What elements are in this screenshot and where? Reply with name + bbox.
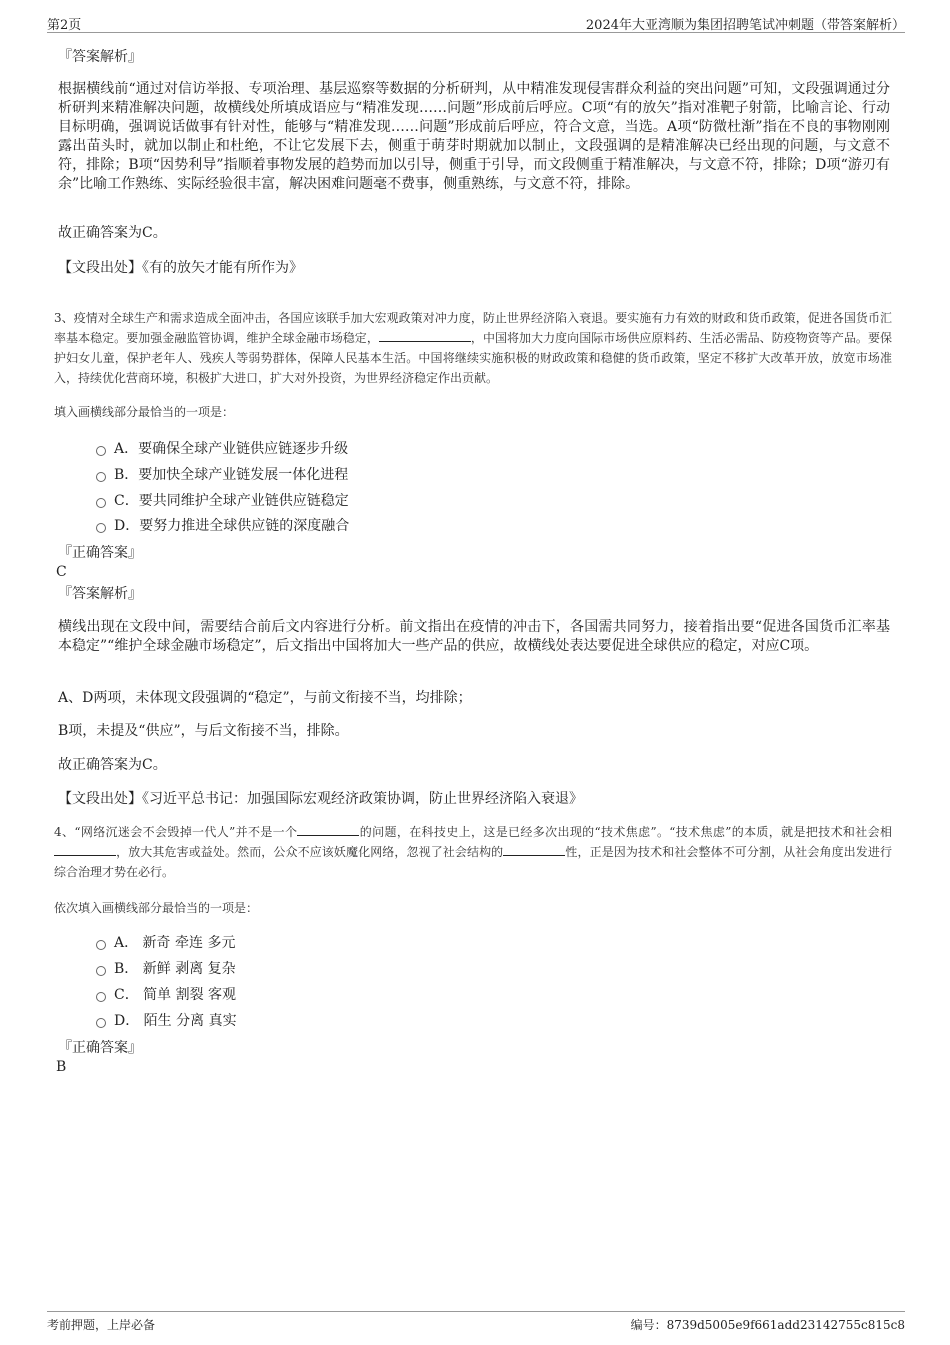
q4-option-d[interactable]: D． 陌生 分离 真实	[96, 1012, 237, 1030]
q3-conclusion: 故正确答案为C。	[58, 757, 167, 773]
q2-conclusion: 故正确答案为C。	[58, 225, 167, 241]
fill-blank	[503, 843, 565, 856]
radio-icon[interactable]	[96, 992, 106, 1002]
document-title: 2024年大亚湾顺为集团招聘笔试冲刺题（带答案解析）	[585, 18, 905, 33]
q3-prompt: 填入画横线部分最恰当的一项是：	[54, 405, 235, 419]
q3-analysis-text: 横线出现在文段中间，需要结合前后文内容进行分析。前文指出在疫情的冲击下，各国需共同努力，接着指出要“促进各国货币汇率基本稳定”“维护全球金融市场稳定”，后文指出中国将加大一些产品的供应，故横线处表达要促进全球供应的稳定，对应C项。	[58, 619, 890, 654]
radio-icon[interactable]	[96, 446, 106, 456]
q2-analysis-label: 『答案解析』	[58, 49, 142, 65]
footer-motto: 考前押题，上岸必备	[47, 1318, 156, 1332]
q3-analysis-b: B项，未提及“供应”，与后文衔接不当，排除。	[58, 723, 349, 739]
q4-option-a[interactable]: A． 新奇 牵连 多元	[96, 934, 235, 952]
q3-analysis-label: 『答案解析』	[58, 586, 142, 602]
page-footer	[47, 1311, 905, 1332]
q4-answer-label: 『正确答案』	[58, 1040, 142, 1056]
q2-source: 【文段出处】《有的放矢才能有所作为》	[58, 260, 303, 276]
radio-icon[interactable]	[96, 940, 106, 950]
q4-option-b[interactable]: B． 新鲜 剥离 复杂	[96, 960, 236, 978]
fill-blank	[297, 823, 359, 836]
radio-icon[interactable]	[96, 498, 106, 508]
q4-option-c[interactable]: C． 简单 割裂 客观	[96, 986, 236, 1004]
q3-stem: 3、疫情对全球生产和需求造成全面冲击，各国应该联手加大宏观政策对冲力度，防止世界经济陷入衰退。要实施有力有效的财政和货币政策，促进各国货币汇率基本稳定。要加强金融监管协调，维护全球金融市场稳定， ，中国将加大力度向国际市场供应原料药、生活必需品、防疫物资等产品。要保护妇女儿童，保护老年人、残疾人等弱势群体，保障人民基本生活。中国将继续实施积极的财政政策和稳健的货币政策，坚定不移扩大改革开放，放宽市场准入，持续优化营商环境，积极扩大进口，扩大对外投资，为世界经济稳定作出贡献。	[54, 311, 892, 385]
q3-answer-label: 『正确答案』	[58, 545, 142, 561]
footer-code: 编号：8739d5005e9f661add23142755c815c8	[630, 1318, 905, 1332]
fill-blank	[379, 329, 471, 342]
q3-option-d[interactable]: D．要努力推进全球供应链的深度融合	[96, 517, 349, 535]
q4-prompt: 依次填入画横线部分最恰当的一项是：	[54, 901, 259, 915]
q3-option-c[interactable]: C．要共同维护全球产业链供应链稳定	[96, 492, 349, 510]
radio-icon[interactable]	[96, 523, 106, 533]
q3-analysis-ad: A、D两项，未体现文段强调的“稳定”，与前文衔接不当，均排除；	[58, 690, 472, 706]
q2-analysis-text: 根据横线前“通过对信访举报、专项治理、基层巡察等数据的分析研判，从中精准发现侵害群众利益的突出问题”可知，文段强调通过分析研判来精准解决问题，故横线处所填成语应与“精准发现……问题”形成前后呼应。C项“有的放矢”指对准靶子射箭，比喻言论、行动目标明确，强调说话做事有针对性，能够与“精准发现……问题”形成前后呼应，符合文意，当选。A项“防微杜渐”指在不良的事物刚刚露出苗头时，就加以制止和杜绝，不让它发展下去，侧重于萌芽时期就加以制止，文段强调的是精准解决已经出现的问题，与文意不符，排除；B项“因势利导”指顺着事物发展的趋势而加以引导，侧重于引导，而文段侧重于精准解决，与文意不符，排除；D项“游刃有余”比喻工作熟练、实际经验很丰富，解决困难问题毫不费事，侧重熟练，与文意不符，排除。	[58, 81, 890, 192]
page-header	[47, 14, 905, 33]
q3-option-a[interactable]: A．要确保全球产业链供应链逐步升级	[96, 440, 348, 458]
q3-source: 【文段出处】《习近平总书记：加强国际宏观经济政策协调，防止世界经济陷入衰退》	[58, 791, 583, 807]
q3-option-b[interactable]: B．要加快全球产业链发展一体化进程	[96, 466, 348, 484]
q4-answer: B	[56, 1059, 67, 1075]
radio-icon[interactable]	[96, 472, 106, 482]
q3-answer: C	[56, 564, 67, 580]
radio-icon[interactable]	[96, 966, 106, 976]
radio-icon[interactable]	[96, 1018, 106, 1028]
q4-stem: 4、“网络沉迷会不会毁掉一代人”并不是一个 的问题，在科技史上，这是已经多次出现的“技术焦虑”。“技术焦虑”的本质，就是把技术和社会相，放大其危害或益处。然而，公众不应该妖魔化网络，忽视了社会结构的 性，正是因为技术和社会整体不可分割，从社会角度出发进行综合治理才势在必行。	[54, 825, 893, 879]
fill-blank	[54, 843, 116, 856]
page-number: 第2页	[47, 18, 82, 33]
